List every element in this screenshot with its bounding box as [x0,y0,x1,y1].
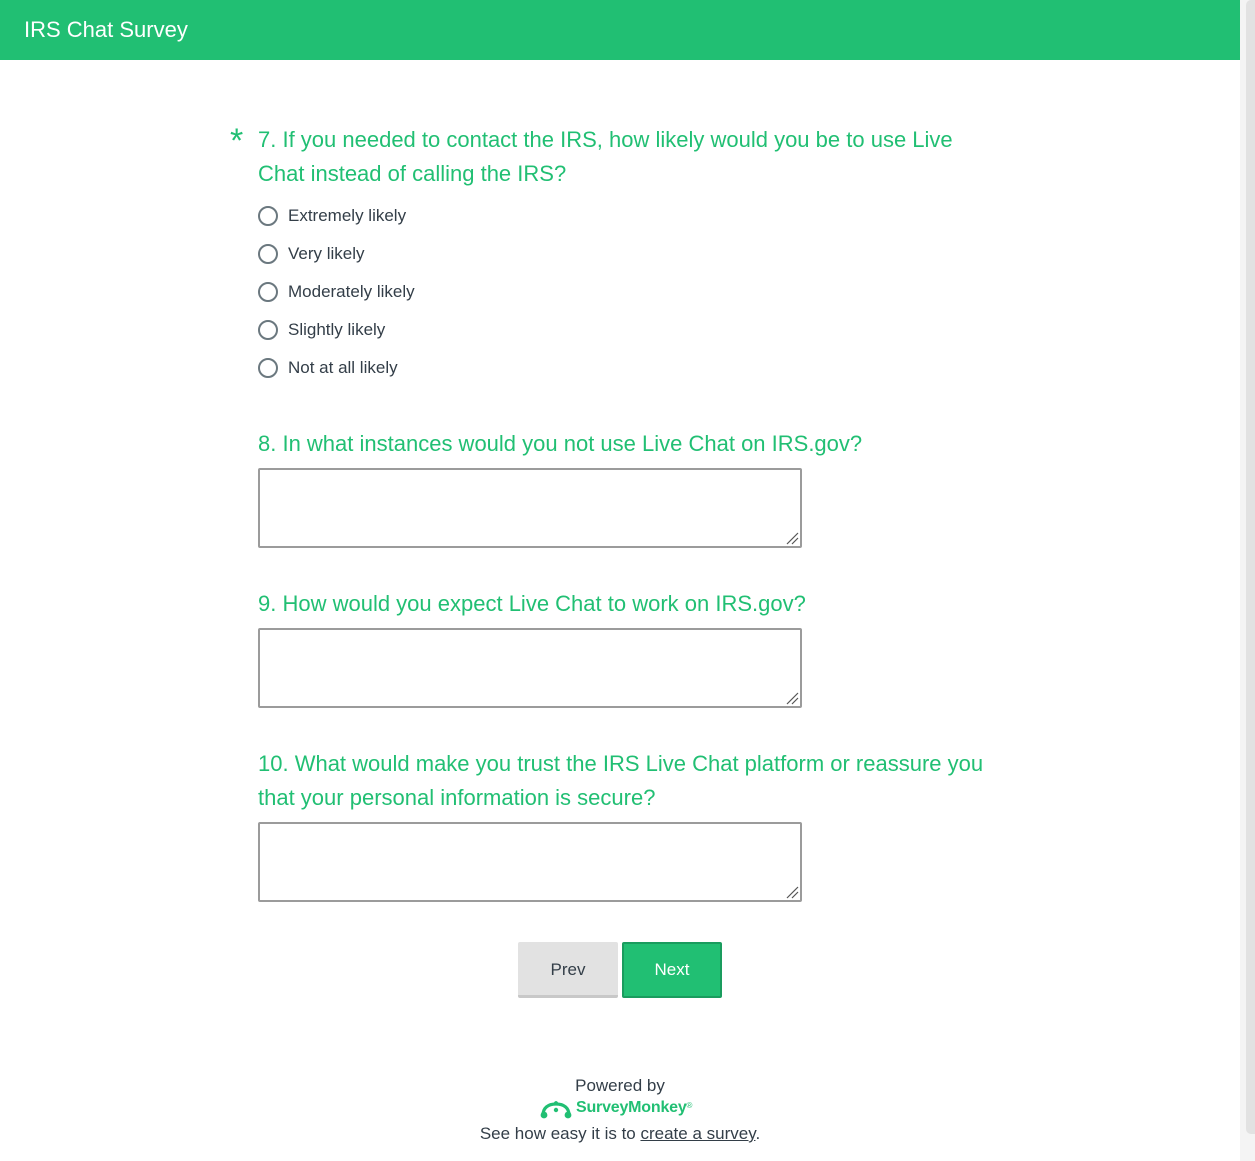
create-survey-link[interactable]: create a survey [640,1124,756,1143]
resize-handle-icon[interactable] [785,885,799,899]
required-asterisk: * [230,122,244,160]
survey-header [0,0,1240,60]
option-not-at-all-likely[interactable] [258,357,398,379]
surveymonkey-logo-icon [540,1097,572,1119]
next-button[interactable]: Next [622,942,722,998]
prev-button[interactable]: Prev [518,942,618,998]
option-label: Slightly likely [288,320,386,339]
registered-mark: ® [686,1100,693,1110]
tagline-suffix: . [755,1124,761,1143]
radio-button[interactable] [258,320,278,340]
option-label: Not at all likely [288,358,398,377]
resize-handle-icon[interactable] [785,691,799,705]
radio-button[interactable] [258,206,278,226]
question-7-title: 7. If you needed to contact the IRS, how likely would you be to use Live Chat instead of calling the IRS? [258,127,953,186]
scrollbar-thumb[interactable] [1246,0,1255,1134]
resize-handle-icon[interactable] [785,531,799,545]
question-8-title: 8. In what instances would you not use Live Chat on IRS.gov? [258,431,863,456]
option-label: Extremely likely [288,206,407,225]
question-10-title: 10. What would make you trust the IRS Live Chat platform or reassure you that your personal information is secure? [258,751,984,810]
option-extremely-likely[interactable] [258,205,406,227]
option-slightly-likely[interactable] [258,319,385,341]
question-8-textarea[interactable] [258,468,802,548]
question-9-title: 9. How would you expect Live Chat to work on IRS.gov? [258,591,806,616]
option-label: Very likely [288,244,365,263]
option-label: Moderately likely [288,282,415,301]
radio-button[interactable] [258,244,278,264]
survey-title: IRS Chat Survey [24,17,188,42]
option-moderately-likely[interactable] [258,281,415,303]
option-very-likely[interactable] [258,243,365,265]
surveymonkey-logo[interactable] [540,1097,692,1119]
powered-by-text: Powered by [575,1076,665,1095]
radio-button[interactable] [258,358,278,378]
tagline-prefix: See how easy it is to [479,1124,641,1143]
footer-tagline [0,1123,1240,1145]
question-9-textarea[interactable] [258,628,802,708]
radio-button[interactable] [258,282,278,302]
question-10-textarea[interactable] [258,822,802,902]
surveymonkey-brand: SurveyMonkey [576,1099,687,1116]
